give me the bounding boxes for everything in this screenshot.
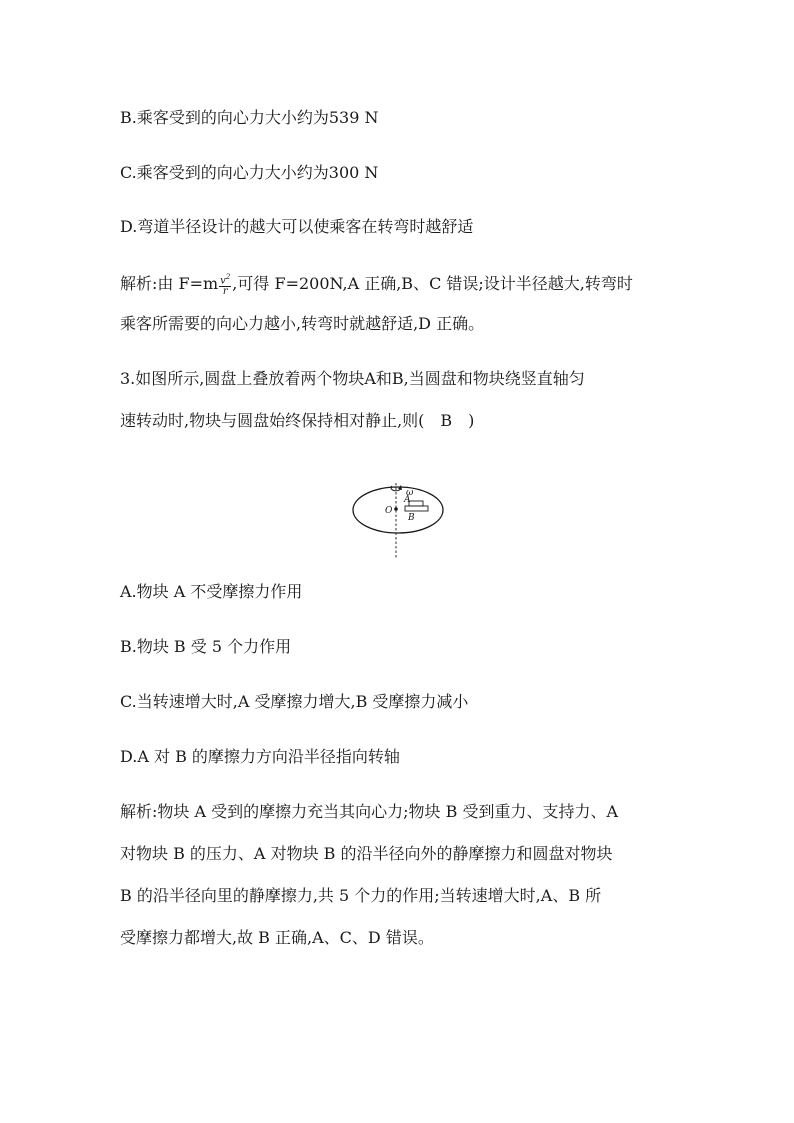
block-b-label: B (408, 513, 415, 523)
analysis-3-line-1: 解析:物块 A 受到的摩擦力充当其向心力;物块 B 受到重力、支持力、A (120, 802, 618, 821)
analysis-2-suffix: ,可得 F=200N,A 正确,B、C 错误;设计半径越大,转弯时 (232, 274, 633, 294)
fraction-numerator: v (220, 275, 226, 287)
block-a (409, 501, 423, 506)
analysis-2-line-2: 乘客所需要的向心力越小,转弯时就越舒适,D 正确。 (120, 314, 485, 333)
analysis-3-line-2: 对物块 B 的压力、A 对物块 B 的沿半径向外的静摩擦力和圆盘对物块 (120, 844, 613, 863)
block-b (405, 506, 428, 511)
analysis-2-prefix: 解析:由 F=m (120, 274, 219, 294)
option-b-q3: B.物块 B 受 5 个力作用 (120, 637, 292, 656)
omega-label: ω (406, 488, 414, 498)
fraction-exponent: 2 (225, 273, 231, 281)
fraction-denominator: r (222, 286, 228, 298)
center-label: O (385, 506, 393, 516)
block-a-label: A (404, 495, 411, 505)
option-c: C.乘客受到的向心力大小约为300 N (120, 163, 379, 182)
analysis-3-line-4: 受摩擦力都增大,故 B 正确,A、C、D 错误。 (120, 928, 434, 947)
question-3-line-1: 3.如图所示,圆盘上叠放着两个物块A和B,当圆盘和物块绕竖直轴匀 (120, 369, 585, 388)
question-3-line-2: 速转动时,物块与圆盘始终保持相对静止,则( B ) (120, 411, 475, 430)
option-d: D.弯道半径设计的越大可以使乘客在转弯时越舒适 (120, 217, 474, 236)
analysis-3-line-3: B 的沿半径向里的静摩擦力,共 5 个力的作用;当转速增大时,A、B 所 (120, 886, 602, 905)
center-dot (394, 507, 398, 511)
option-a-q3: A.物块 A 不受摩擦力作用 (120, 582, 303, 601)
analysis-2-line-1 (120, 272, 633, 297)
disc (353, 487, 443, 533)
option-c-q3: C.当转速增大时,A 受摩擦力增大,B 受摩擦力减小 (120, 692, 469, 711)
formula-fraction (219, 272, 231, 297)
option-b: B.乘客受到的向心力大小约为539 N (120, 108, 379, 127)
rotating-disc-figure (345, 483, 451, 559)
option-d-q3: D.A 对 B 的摩擦力方向沿半径指向转轴 (120, 747, 400, 766)
